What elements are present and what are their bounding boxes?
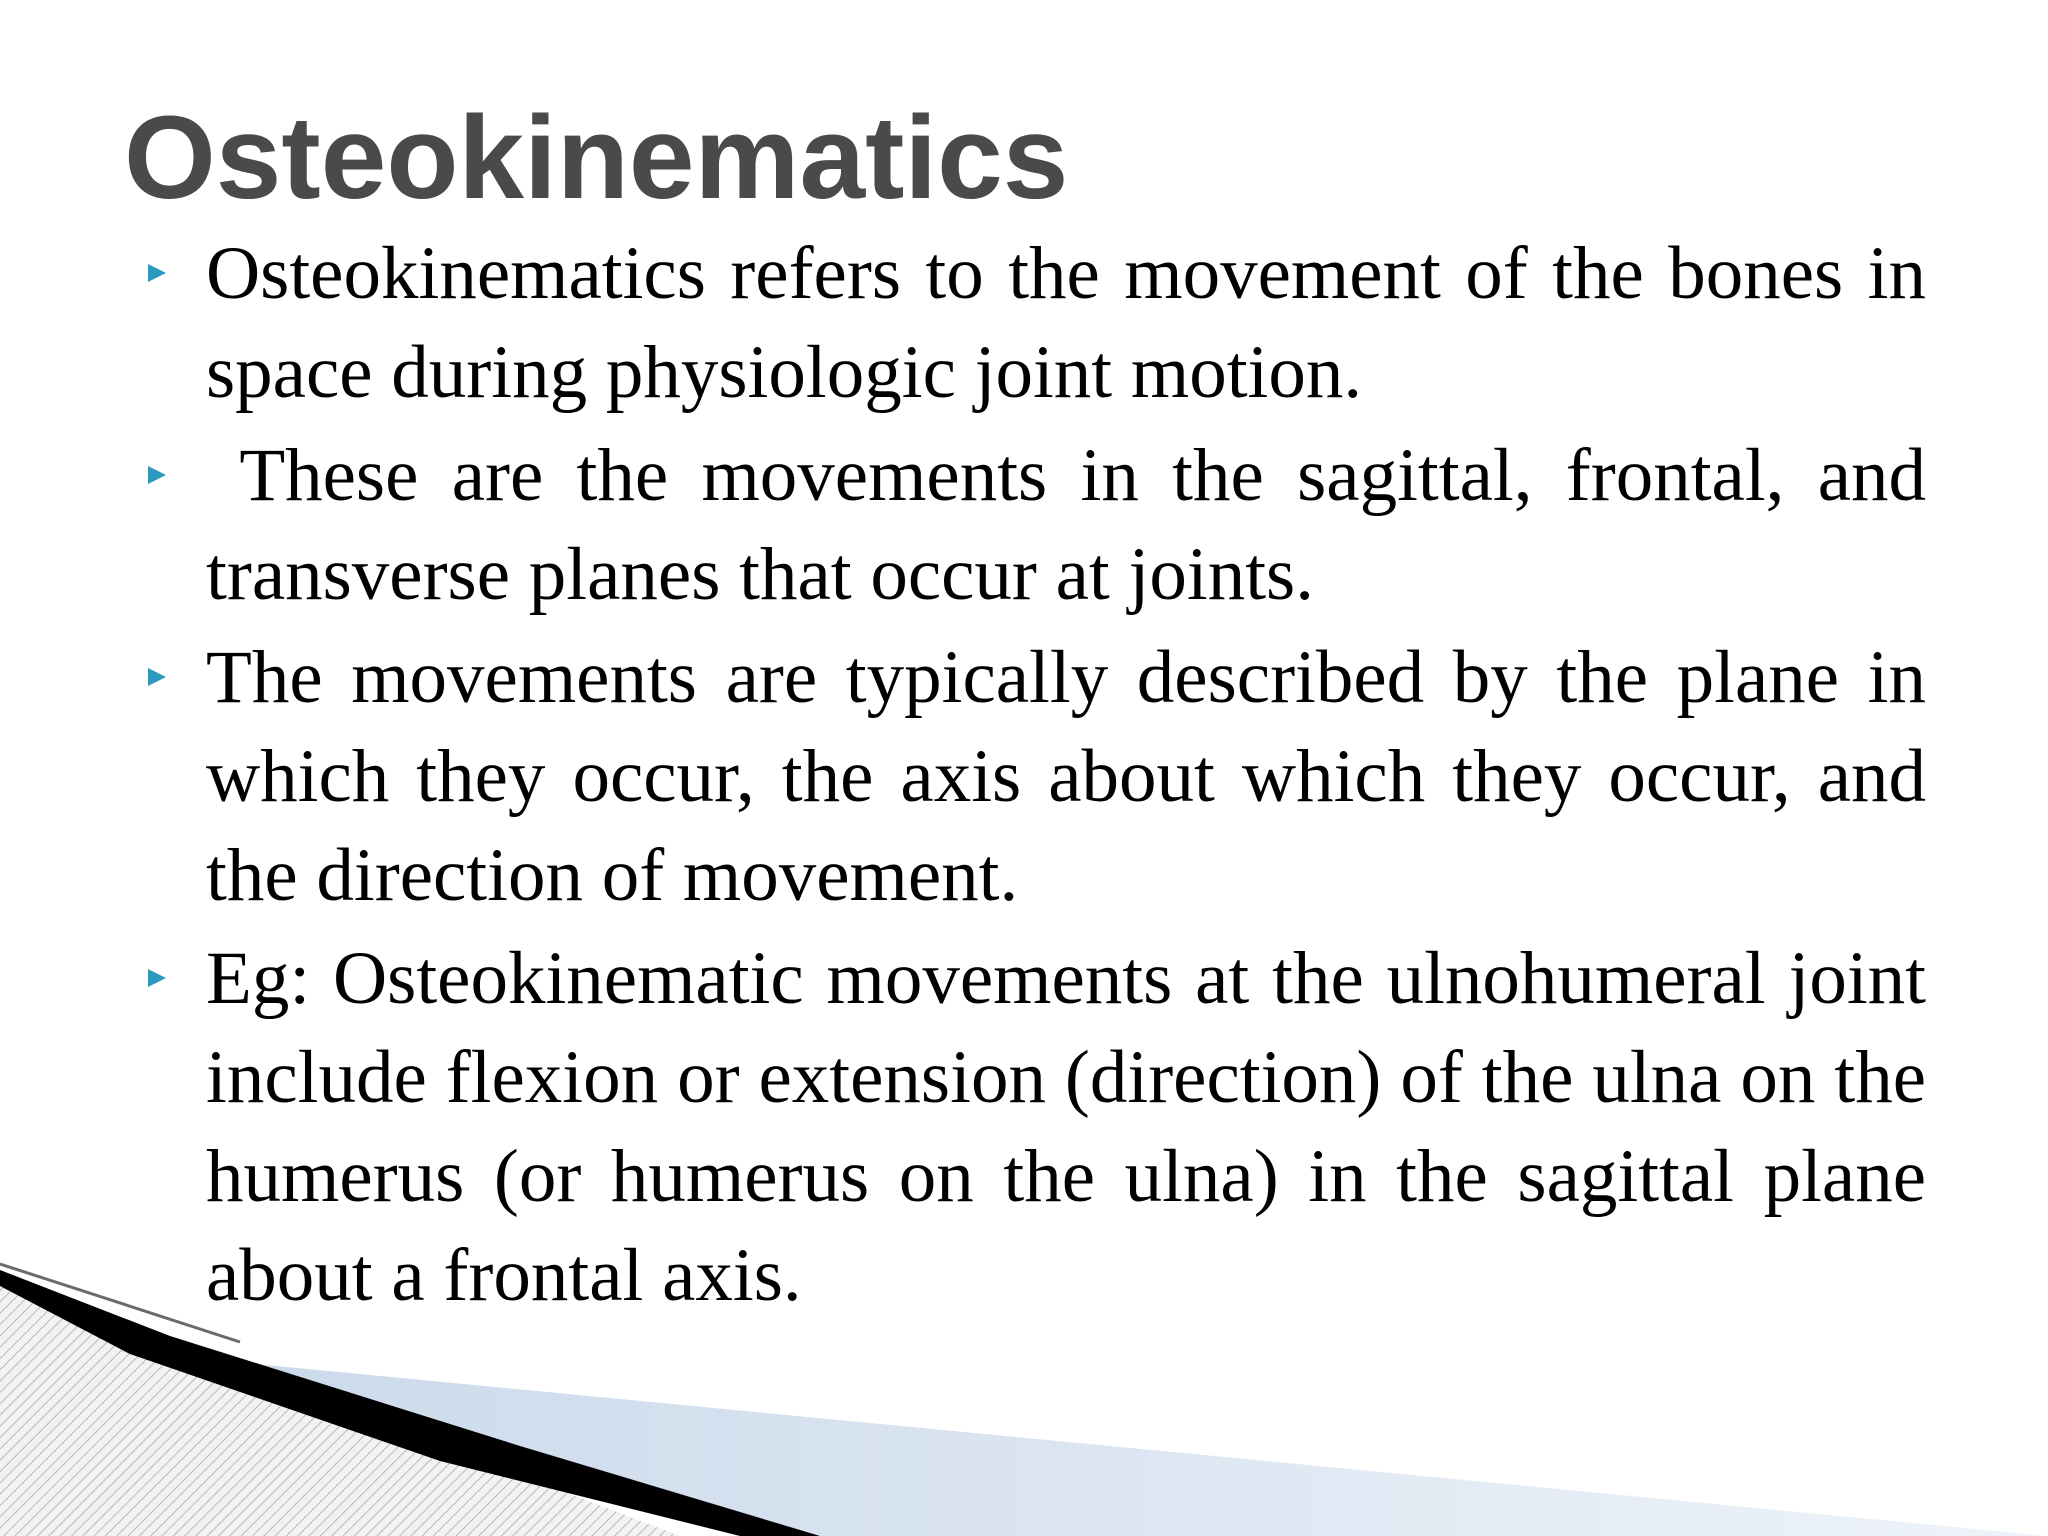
slide-corner-decoration bbox=[0, 1256, 2048, 1536]
bullet-text: Osteokinematics refers to the movement of the bones in space during physiologic joint motion. bbox=[206, 232, 1926, 414]
bullet-list bbox=[148, 224, 1945, 1329]
bullet-item bbox=[148, 426, 1945, 624]
bullet-text: Eg: Osteokinematic movements at the ulnohumeral joint include flexion or extension (direction) of the ulna on the humerus (or humerus on the ulna) in the sagittal plane about a frontal axis. bbox=[206, 937, 1926, 1317]
triangle-right-icon bbox=[148, 466, 166, 484]
slide-title: Osteokinematics bbox=[124, 92, 1069, 224]
triangle-right-icon bbox=[148, 969, 166, 987]
bullet-text: These are the movements in the sagittal, frontal, and transverse planes that occur at joints. bbox=[206, 434, 1945, 616]
triangle-right-icon bbox=[148, 668, 166, 686]
triangle-right-icon bbox=[148, 264, 166, 282]
bullet-item bbox=[148, 224, 1926, 422]
bullet-text: The movements are typically described by the plane in which they occur, the axis about which they occur, and the direction of movement. bbox=[206, 636, 1926, 917]
bullet-item bbox=[148, 628, 1926, 925]
